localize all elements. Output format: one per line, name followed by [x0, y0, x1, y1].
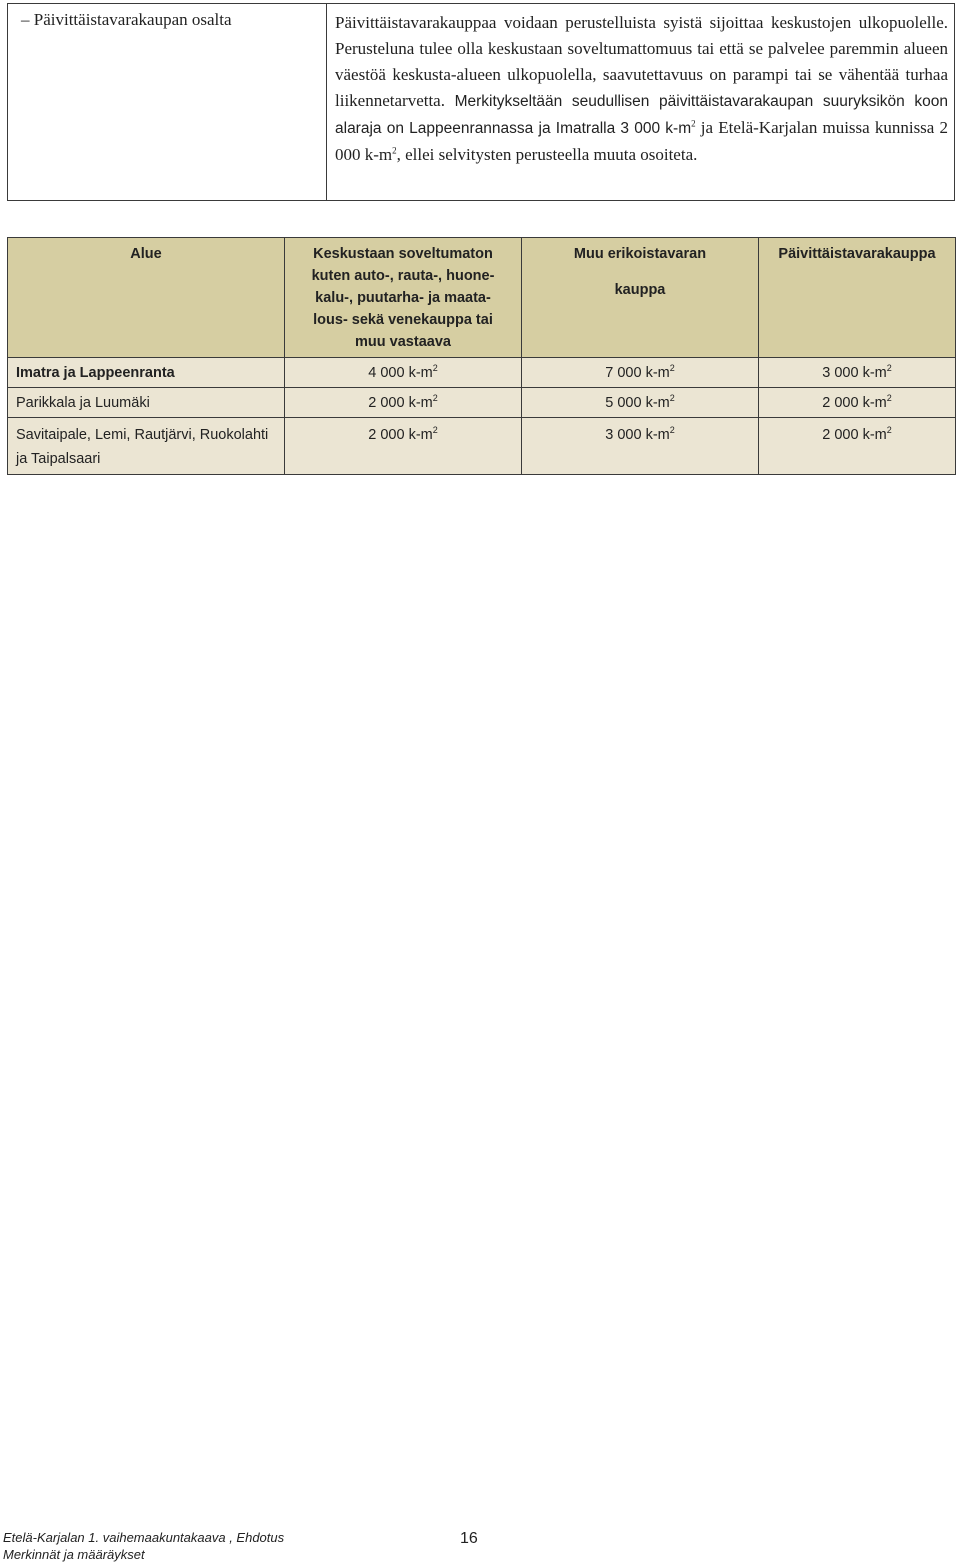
table-row: [8, 388, 956, 418]
row-value: 3 000 $k-m^2$: [522, 418, 759, 475]
table-row: [8, 358, 956, 388]
header-non-central-retail: Keskustaan soveltumaton kuten auto-, rauta-, huone- kalu-, puutarha- ja maata- lous- sekä venekauppa tai muu vastaava: [285, 238, 522, 358]
regulation-text-part1: Päivittäistavarakauppaa voidaan perustelluista syistä sijoittaa keskustojen ulkopuolelle. Perusteluna tulee olla keskustaan soveltumattomuus tai että se palvelee paremmin alueen väestöä keskusta-alueen ulkopuolella, saavutettavuus on parampi tai se vähentää turhaa liikennetarvetta.: [335, 13, 948, 110]
page-footer: [3, 1529, 284, 1563]
header-area: Alue: [8, 238, 285, 358]
row-value: 5 000 $k-m^2$: [522, 388, 759, 418]
row-value: 2 000 $k-m^2$: [759, 418, 956, 475]
row-area: Savitaipale, Lemi, Rautjärvi, Ruokolahti ja Taipalsaari: [8, 418, 285, 475]
regulation-label: – Päivittäistavarakaupan osalta: [8, 4, 327, 200]
size-limit-table: [7, 237, 956, 475]
row-value: 2 000 $k-m^2$: [285, 418, 522, 475]
page-number: 16: [460, 1530, 478, 1547]
regulation-text: [327, 4, 954, 200]
header-daily-goods: Päivittäistavarakauppa: [759, 238, 956, 358]
table-row: [8, 418, 956, 475]
row-area: Parikkala ja Luumäki: [8, 388, 285, 418]
regulation-text-part4: , ellei selvitysten perusteella muuta osoiteta.: [396, 145, 698, 164]
regulation-text-part2: Merkitykseltään seudullisen päivittäistavarakaupan suuryksikön koon alaraja on Lappeenrannassa ja Imatralla 3 000 k-m: [335, 93, 948, 137]
regulation-text-part3: ja Etelä-Karjalan muissa kunnissa 2 000 k-m: [335, 118, 948, 164]
regulation-box: [7, 3, 955, 201]
footer-document-title: Etelä-Karjalan 1. vaihemaakuntakaava , Ehdotus: [3, 1530, 285, 1545]
row-value: 2 000 $k-m^2$: [285, 388, 522, 418]
table-header-row: [8, 238, 956, 358]
footer-section-title: Merkinnät ja määräykset: [3, 1547, 145, 1562]
superscript: 2: [691, 118, 696, 129]
header-specialty-retail: Muu erikoistavaran kauppa: [522, 238, 759, 358]
row-value: 3 000 $k-m^2$: [759, 358, 956, 388]
superscript: 2: [392, 145, 397, 156]
row-value: 4 000 $k-m^2$: [285, 358, 522, 388]
row-area: Imatra ja Lappeenranta: [8, 358, 285, 388]
row-value: 7 000 $k-m^2$: [522, 358, 759, 388]
row-value: 2 000 $k-m^2$: [759, 388, 956, 418]
